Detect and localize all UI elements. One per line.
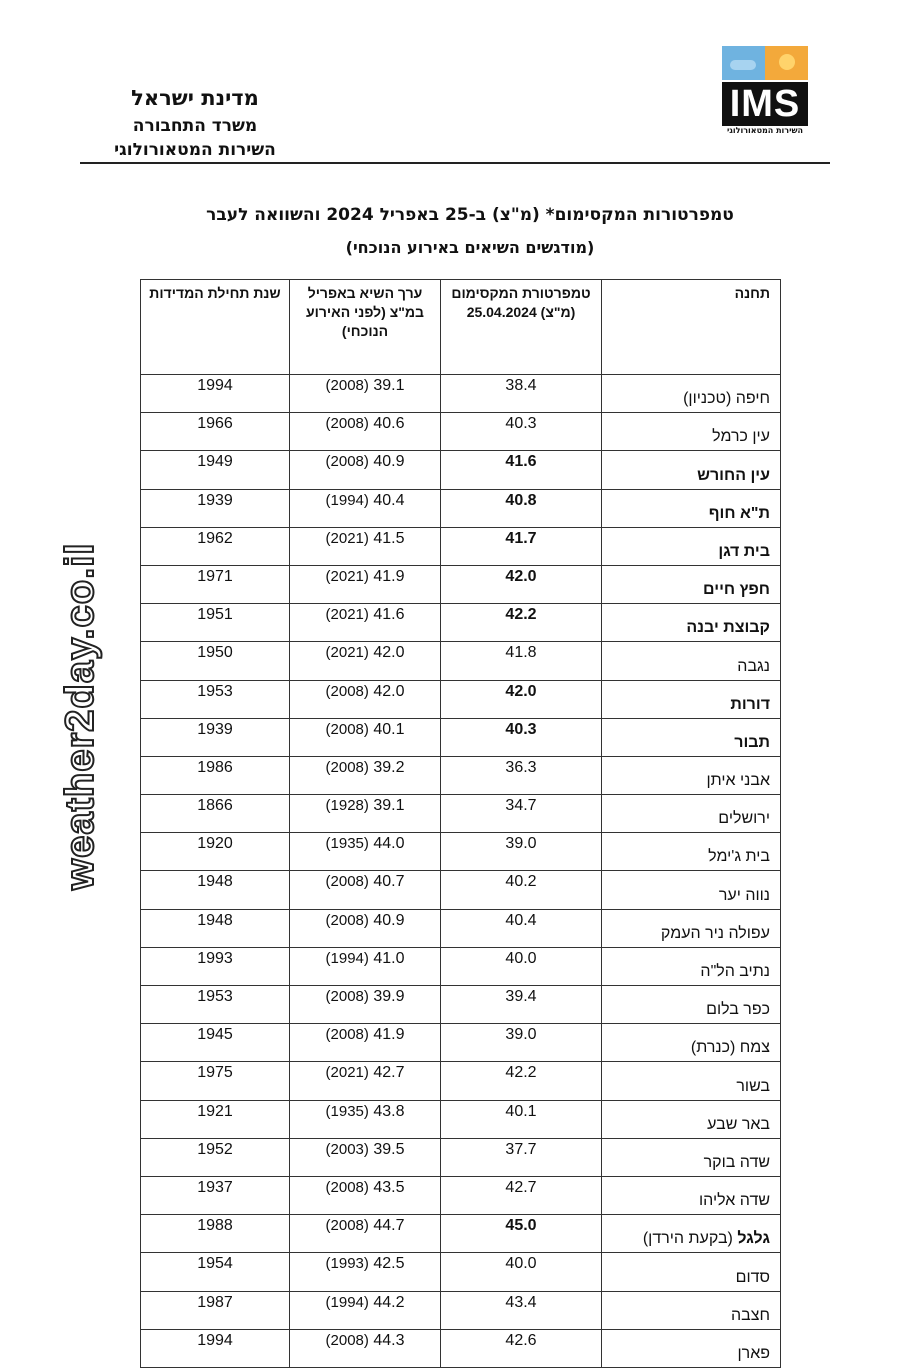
record-value-group (326, 453, 405, 471)
header-station: תחנה (602, 280, 781, 375)
start-year-cell: 1953 (141, 986, 290, 1024)
station-name: נתיב הל"ה (700, 963, 770, 980)
record-value: 39.2 (373, 758, 405, 776)
table-row (141, 833, 781, 871)
table-row (141, 756, 781, 794)
table-row (141, 604, 781, 642)
station-suffix: (בקעת הירדן) (642, 1230, 733, 1248)
start-year-cell: 1866 (141, 795, 290, 833)
temp-cell: 42.2 (441, 1062, 602, 1100)
record-value: 44.2 (373, 1293, 405, 1311)
record-value: 39.1 (373, 797, 405, 815)
table-row (141, 527, 781, 565)
record-year: (2021) (325, 1064, 369, 1082)
record-year: (2008) (325, 377, 369, 394)
table-row (141, 375, 781, 413)
record-cell (290, 413, 441, 451)
temp-cell: 41.6 (441, 451, 602, 489)
record-value: 43.8 (373, 1102, 405, 1120)
record-value-group (326, 1179, 405, 1197)
record-value-group (326, 568, 405, 586)
record-cell (290, 1253, 441, 1291)
record-value: 39.5 (373, 1140, 405, 1158)
record-value-group (326, 1332, 405, 1350)
table-row (141, 986, 781, 1024)
record-year: (2008) (325, 873, 369, 891)
temp-cell: 42.7 (441, 1176, 602, 1214)
station-cell (602, 565, 781, 603)
record-value: 40.7 (373, 873, 405, 891)
temp-cell: 39.0 (441, 833, 602, 871)
record-cell (290, 604, 441, 642)
start-year-cell: 1966 (141, 413, 290, 451)
record-year: (1994) (325, 949, 369, 967)
table-row (141, 1100, 781, 1138)
record-cell (290, 1329, 441, 1367)
start-year-cell: 1987 (141, 1291, 290, 1329)
document-subtitle: (מודגשים השיאים באירוע הנוכחי) (345, 238, 595, 257)
table-row (141, 565, 781, 603)
record-value-group (326, 644, 405, 662)
station-name: עין כרמל (712, 428, 770, 446)
start-year-cell: 1971 (141, 565, 290, 603)
station-cell (602, 795, 781, 833)
temp-cell: 36.3 (441, 756, 602, 794)
record-cell (290, 375, 441, 413)
station-name: כפר בלום (706, 1001, 770, 1019)
station-cell (602, 527, 781, 565)
record-year: (2008) (325, 758, 369, 776)
table-row (141, 718, 781, 756)
record-year: (2008) (325, 988, 369, 1005)
start-year-cell: 1921 (141, 1100, 290, 1138)
record-year: (2008) (325, 1217, 369, 1235)
station-name: אבני איתן (706, 772, 770, 790)
record-cell (290, 1138, 441, 1176)
ims-logo (722, 46, 808, 138)
logo-text: IMS (722, 82, 808, 126)
record-cell (290, 1024, 441, 1062)
start-year-cell: 1945 (141, 1024, 290, 1062)
record-value-group (326, 1294, 405, 1312)
temp-cell: 37.7 (441, 1138, 602, 1176)
record-value: 39.1 (373, 377, 405, 394)
record-year: (2003) (325, 1140, 369, 1158)
record-cell (290, 489, 441, 527)
record-year: (2008) (325, 720, 369, 738)
record-year: (2021) (325, 529, 369, 547)
start-year-cell: 1951 (141, 604, 290, 642)
start-year-cell: 1975 (141, 1062, 290, 1100)
station-cell (602, 642, 781, 680)
start-year-cell: 1953 (141, 680, 290, 718)
record-cell (290, 756, 441, 794)
record-value-group (326, 759, 405, 777)
record-value: 42.7 (373, 1064, 405, 1082)
record-year: (2008) (325, 1331, 369, 1349)
temp-cell: 41.7 (441, 527, 602, 565)
record-cell (290, 871, 441, 909)
start-year-cell: 1993 (141, 947, 290, 985)
record-value: 40.1 (373, 720, 405, 738)
station-name: דורות (730, 695, 770, 713)
table-row (141, 947, 781, 985)
table-row (141, 1329, 781, 1367)
temp-cell: 34.7 (441, 795, 602, 833)
temp-cell: 40.2 (441, 871, 602, 909)
record-value-group (326, 1217, 405, 1235)
temp-cell: 43.4 (441, 1291, 602, 1329)
record-value: 42.0 (373, 682, 405, 700)
record-year: (1994) (325, 491, 369, 509)
record-year: (1935) (325, 835, 369, 853)
record-cell (290, 986, 441, 1024)
record-cell (290, 1176, 441, 1214)
record-value-group (326, 606, 405, 624)
record-value-group (326, 1026, 405, 1044)
temp-cell: 39.0 (441, 1024, 602, 1062)
temp-cell: 42.0 (441, 680, 602, 718)
start-year-cell: 1949 (141, 451, 290, 489)
record-value: 40.9 (373, 911, 405, 929)
record-value-group (326, 873, 405, 891)
record-year: (1928) (325, 797, 369, 815)
record-value: 40.6 (373, 415, 405, 433)
table-row (141, 489, 781, 527)
record-value: 44.0 (373, 835, 405, 853)
station-name: בית דגן (718, 542, 770, 560)
record-value-group (326, 721, 405, 739)
station-cell (602, 833, 781, 871)
start-year-cell: 1937 (141, 1176, 290, 1214)
record-cell (290, 1062, 441, 1100)
station-cell (602, 489, 781, 527)
start-year-cell: 1952 (141, 1138, 290, 1176)
temp-cell: 42.2 (441, 604, 602, 642)
station-cell (602, 1329, 781, 1367)
table-row (141, 909, 781, 947)
record-year: (1994) (325, 1293, 369, 1311)
station-name: קבוצת יבנה (686, 619, 770, 637)
table-row (141, 642, 781, 680)
station-name: נווה יער (718, 886, 770, 904)
station-cell (602, 1253, 781, 1291)
record-value: 41.9 (373, 567, 405, 585)
record-value: 41.9 (373, 1026, 405, 1044)
record-value-group (326, 492, 405, 510)
record-value: 40.9 (373, 453, 405, 471)
header-start-year: שנת תחילת המדידות (141, 280, 290, 375)
record-value: 42.0 (373, 644, 405, 662)
start-year-cell: 1994 (141, 375, 290, 413)
record-value-group (326, 1255, 405, 1273)
station-name: תבור (734, 733, 770, 751)
start-year-cell: 1950 (141, 642, 290, 680)
record-year: (2021) (325, 567, 369, 585)
record-value-group (326, 530, 405, 548)
record-value: 39.9 (373, 988, 405, 1005)
temp-cell: 39.4 (441, 986, 602, 1024)
record-year: (1935) (325, 1102, 369, 1120)
station-cell (602, 756, 781, 794)
table-header-row (141, 280, 781, 375)
temp-cell: 40.3 (441, 718, 602, 756)
station-name: שדה אליהו (699, 1192, 770, 1210)
record-value-group (326, 683, 405, 701)
station-name: גלגל (737, 1230, 770, 1248)
station-cell (602, 909, 781, 947)
temp-cell: 40.1 (441, 1100, 602, 1138)
record-value: 44.7 (373, 1217, 405, 1235)
logo-weather-tiles (722, 46, 808, 80)
station-name: חפץ חיים (703, 581, 770, 599)
record-value: 41.0 (373, 949, 405, 967)
record-cell (290, 1291, 441, 1329)
ministry-name: משרד התחבורה (132, 116, 258, 136)
record-value-group (326, 835, 405, 853)
table-row (141, 451, 781, 489)
header-record: ערך השיא באפריל במ"צ (לפני האירוע הנוכחי) (290, 280, 441, 375)
station-cell (602, 1291, 781, 1329)
record-year: (2008) (325, 682, 369, 700)
station-name: בית ג'ימל (708, 848, 770, 866)
station-cell (602, 1138, 781, 1176)
record-value: 43.5 (373, 1178, 405, 1196)
table-row (141, 1176, 781, 1214)
service-name: השירות המטאורולוגי (114, 140, 276, 160)
table-row (141, 1024, 781, 1062)
record-year: (2008) (325, 415, 369, 433)
record-value: 41.5 (373, 529, 405, 547)
station-cell (602, 604, 781, 642)
header-divider (80, 162, 830, 164)
station-cell (602, 1062, 781, 1100)
temp-cell: 40.3 (441, 413, 602, 451)
station-cell (602, 451, 781, 489)
record-value-group (326, 415, 405, 433)
station-name: סדום (735, 1268, 770, 1286)
station-cell (602, 1100, 781, 1138)
record-value: 44.3 (373, 1331, 405, 1349)
record-cell (290, 451, 441, 489)
record-cell (290, 833, 441, 871)
record-value: 42.5 (373, 1255, 405, 1273)
table-row (141, 871, 781, 909)
record-year: (2008) (325, 911, 369, 929)
record-year: (1993) (325, 1255, 369, 1273)
table-row (141, 1062, 781, 1100)
start-year-cell: 1988 (141, 1215, 290, 1253)
record-year: (2021) (325, 606, 369, 624)
table-row (141, 1253, 781, 1291)
station-name: ירושלים (718, 810, 770, 828)
station-cell (602, 947, 781, 985)
station-name: נגבה (737, 657, 770, 675)
station-name: שדה בוקר (703, 1153, 770, 1171)
station-cell (602, 375, 781, 413)
cloud-icon (722, 46, 765, 80)
record-cell (290, 1215, 441, 1253)
table-row (141, 1138, 781, 1176)
station-name: חיפה (טכניון) (683, 390, 770, 408)
start-year-cell: 1939 (141, 718, 290, 756)
start-year-cell: 1954 (141, 1253, 290, 1291)
record-value-group (326, 1103, 405, 1121)
station-cell (602, 1176, 781, 1214)
record-cell (290, 947, 441, 985)
record-value: 40.4 (373, 491, 405, 509)
record-cell (290, 718, 441, 756)
record-cell (290, 527, 441, 565)
temp-cell: 38.4 (441, 375, 602, 413)
table-row (141, 680, 781, 718)
start-year-cell: 1962 (141, 527, 290, 565)
station-name: באר שבע (707, 1115, 770, 1133)
station-name: צמח (כנרת) (690, 1039, 770, 1057)
temp-cell: 40.8 (441, 489, 602, 527)
station-cell (602, 1024, 781, 1062)
record-value-group (326, 988, 405, 1006)
temp-cell: 41.8 (441, 642, 602, 680)
record-value-group (326, 377, 405, 395)
table-row (141, 413, 781, 451)
station-name: עין החורש (697, 466, 770, 484)
start-year-cell: 1948 (141, 909, 290, 947)
sun-icon (765, 46, 808, 80)
logo-subtitle: השירות המטאורולוגי (726, 126, 804, 135)
table-row (141, 795, 781, 833)
record-year: (2008) (325, 1026, 369, 1044)
start-year-cell: 1994 (141, 1329, 290, 1367)
record-cell (290, 642, 441, 680)
record-value-group (326, 950, 405, 968)
station-name: חצבה (731, 1306, 770, 1324)
temp-cell: 42.0 (441, 565, 602, 603)
temp-cell: 40.4 (441, 909, 602, 947)
station-name: עפולה ניר העמק (660, 924, 770, 942)
start-year-cell: 1948 (141, 871, 290, 909)
temp-cell: 40.0 (441, 1253, 602, 1291)
record-cell (290, 680, 441, 718)
temp-cell: 40.0 (441, 947, 602, 985)
station-name: ת"א חוף (708, 504, 770, 522)
record-value-group (326, 912, 405, 930)
record-year: (2021) (325, 644, 369, 662)
document-title: טמפרטורות המקסימום* (מ"צ) ב-25 באפריל 2024 והשוואה לעבר (206, 205, 734, 225)
station-cell (602, 680, 781, 718)
station-name: פארן (737, 1344, 770, 1362)
station-cell (602, 1215, 781, 1253)
record-year: (2008) (325, 1178, 369, 1196)
record-cell (290, 909, 441, 947)
org-name: מדינת ישראל (131, 86, 259, 110)
table-row (141, 1291, 781, 1329)
start-year-cell: 1939 (141, 489, 290, 527)
record-cell (290, 795, 441, 833)
record-cell (290, 1100, 441, 1138)
table-row (141, 1215, 781, 1253)
record-value-group (326, 797, 405, 815)
station-cell (602, 871, 781, 909)
record-value: 41.6 (373, 606, 405, 624)
start-year-cell: 1986 (141, 756, 290, 794)
header-temp: טמפרטורת המקסימום (מ"צ) 25.04.2024 (441, 280, 602, 375)
start-year-cell: 1920 (141, 833, 290, 871)
watermark: weather2day.co.il (58, 542, 102, 890)
record-value-group (326, 1141, 405, 1159)
record-cell (290, 565, 441, 603)
temp-cell: 42.6 (441, 1329, 602, 1367)
station-cell (602, 413, 781, 451)
station-name: בשור (736, 1077, 770, 1095)
station-cell (602, 718, 781, 756)
station-cell (602, 986, 781, 1024)
temp-cell: 45.0 (441, 1215, 602, 1253)
record-value-group (326, 1064, 405, 1082)
temperature-table (140, 279, 781, 1368)
record-year: (2008) (325, 453, 369, 471)
